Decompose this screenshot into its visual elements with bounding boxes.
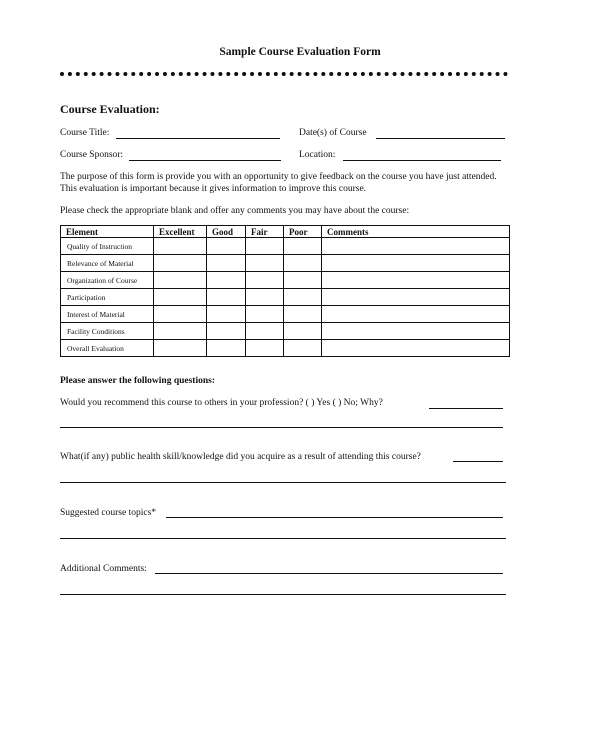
header-comments: Comments bbox=[322, 226, 510, 238]
why-input[interactable] bbox=[429, 408, 503, 409]
comments-cell[interactable] bbox=[322, 306, 510, 323]
good-cell[interactable] bbox=[207, 340, 246, 357]
comments-cell[interactable] bbox=[322, 272, 510, 289]
table-header-row bbox=[61, 226, 510, 238]
recommend-answer-line[interactable] bbox=[60, 427, 503, 428]
good-cell[interactable] bbox=[207, 272, 246, 289]
course-sponsor-input[interactable] bbox=[129, 160, 281, 161]
skill-answer-line[interactable] bbox=[60, 482, 506, 483]
excellent-cell[interactable] bbox=[154, 340, 207, 357]
excellent-cell[interactable] bbox=[154, 323, 207, 340]
header-poor: Poor bbox=[284, 226, 322, 238]
comments-cell[interactable] bbox=[322, 323, 510, 340]
element-cell: Relevance of Material bbox=[61, 255, 154, 272]
comments-cell[interactable] bbox=[322, 289, 510, 306]
table-row bbox=[61, 306, 510, 323]
poor-cell[interactable] bbox=[284, 238, 322, 255]
comments-input[interactable] bbox=[155, 573, 503, 574]
poor-cell[interactable] bbox=[284, 255, 322, 272]
course-sponsor-label: Course Sponsor: bbox=[60, 150, 124, 160]
element-cell: Facility Conditions bbox=[61, 323, 154, 340]
question-topics: Suggested course topics* bbox=[60, 508, 157, 518]
instruction-text: Please check the appropriate blank and offer any comments you may have about the course: bbox=[60, 206, 410, 216]
table-row bbox=[61, 289, 510, 306]
poor-cell[interactable] bbox=[284, 323, 322, 340]
poor-cell[interactable] bbox=[284, 289, 322, 306]
good-cell[interactable] bbox=[207, 306, 246, 323]
topics-input[interactable] bbox=[166, 517, 503, 518]
section-heading: Course Evaluation: bbox=[60, 102, 160, 116]
comments-answer-line[interactable] bbox=[60, 594, 506, 595]
excellent-cell[interactable] bbox=[154, 272, 207, 289]
purpose-text: The purpose of this form is provide you with an opportunity to give feedback on the course you have just attended. This evaluation is important because it gives information to improve this course. bbox=[60, 172, 497, 194]
table-row bbox=[61, 272, 510, 289]
excellent-cell[interactable] bbox=[154, 289, 207, 306]
excellent-cell[interactable] bbox=[154, 306, 207, 323]
question-comments: Additional Comments: bbox=[60, 564, 147, 574]
table-row bbox=[61, 238, 510, 255]
poor-cell[interactable] bbox=[284, 306, 322, 323]
fair-cell[interactable] bbox=[246, 255, 284, 272]
fair-cell[interactable] bbox=[246, 340, 284, 357]
question-recommend: Would you recommend this course to others in your profession? ( ) Yes ( ) No; Why? bbox=[60, 398, 383, 408]
question-skill: What(if any) public health skill/knowledge did you acquire as a result of attending this course? bbox=[60, 452, 421, 462]
fair-cell[interactable] bbox=[246, 323, 284, 340]
evaluation-table bbox=[60, 225, 510, 357]
element-cell: Overall Evaluation bbox=[61, 340, 154, 357]
questions-heading: Please answer the following questions: bbox=[60, 376, 215, 386]
fair-cell[interactable] bbox=[246, 238, 284, 255]
good-cell[interactable] bbox=[207, 255, 246, 272]
topics-answer-line[interactable] bbox=[60, 538, 506, 539]
comments-cell[interactable] bbox=[322, 255, 510, 272]
fair-cell[interactable] bbox=[246, 289, 284, 306]
dates-input[interactable] bbox=[376, 138, 505, 139]
table-row bbox=[61, 323, 510, 340]
good-cell[interactable] bbox=[207, 238, 246, 255]
course-title-input[interactable] bbox=[116, 138, 280, 139]
table-row bbox=[61, 255, 510, 272]
location-input[interactable] bbox=[343, 160, 501, 161]
good-cell[interactable] bbox=[207, 323, 246, 340]
dates-label: Date(s) of Course bbox=[299, 128, 367, 138]
dotted-divider bbox=[60, 72, 508, 76]
poor-cell[interactable] bbox=[284, 340, 322, 357]
location-label: Location: bbox=[299, 150, 336, 160]
comments-cell[interactable] bbox=[322, 340, 510, 357]
excellent-cell[interactable] bbox=[154, 238, 207, 255]
poor-cell[interactable] bbox=[284, 272, 322, 289]
good-cell[interactable] bbox=[207, 289, 246, 306]
table-row bbox=[61, 340, 510, 357]
element-cell: Participation bbox=[61, 289, 154, 306]
element-cell: Quality of Instruction bbox=[61, 238, 154, 255]
excellent-cell[interactable] bbox=[154, 255, 207, 272]
header-element: Element bbox=[61, 226, 154, 238]
fair-cell[interactable] bbox=[246, 272, 284, 289]
header-fair: Fair bbox=[246, 226, 284, 238]
header-excellent: Excellent bbox=[154, 226, 207, 238]
element-cell: Organization of Course bbox=[61, 272, 154, 289]
form-title: Sample Course Evaluation Form bbox=[219, 46, 381, 58]
comments-cell[interactable] bbox=[322, 238, 510, 255]
skill-input[interactable] bbox=[453, 461, 503, 462]
course-title-label: Course Title: bbox=[60, 128, 110, 138]
element-cell: Interest of Material bbox=[61, 306, 154, 323]
header-good: Good bbox=[207, 226, 246, 238]
fair-cell[interactable] bbox=[246, 306, 284, 323]
